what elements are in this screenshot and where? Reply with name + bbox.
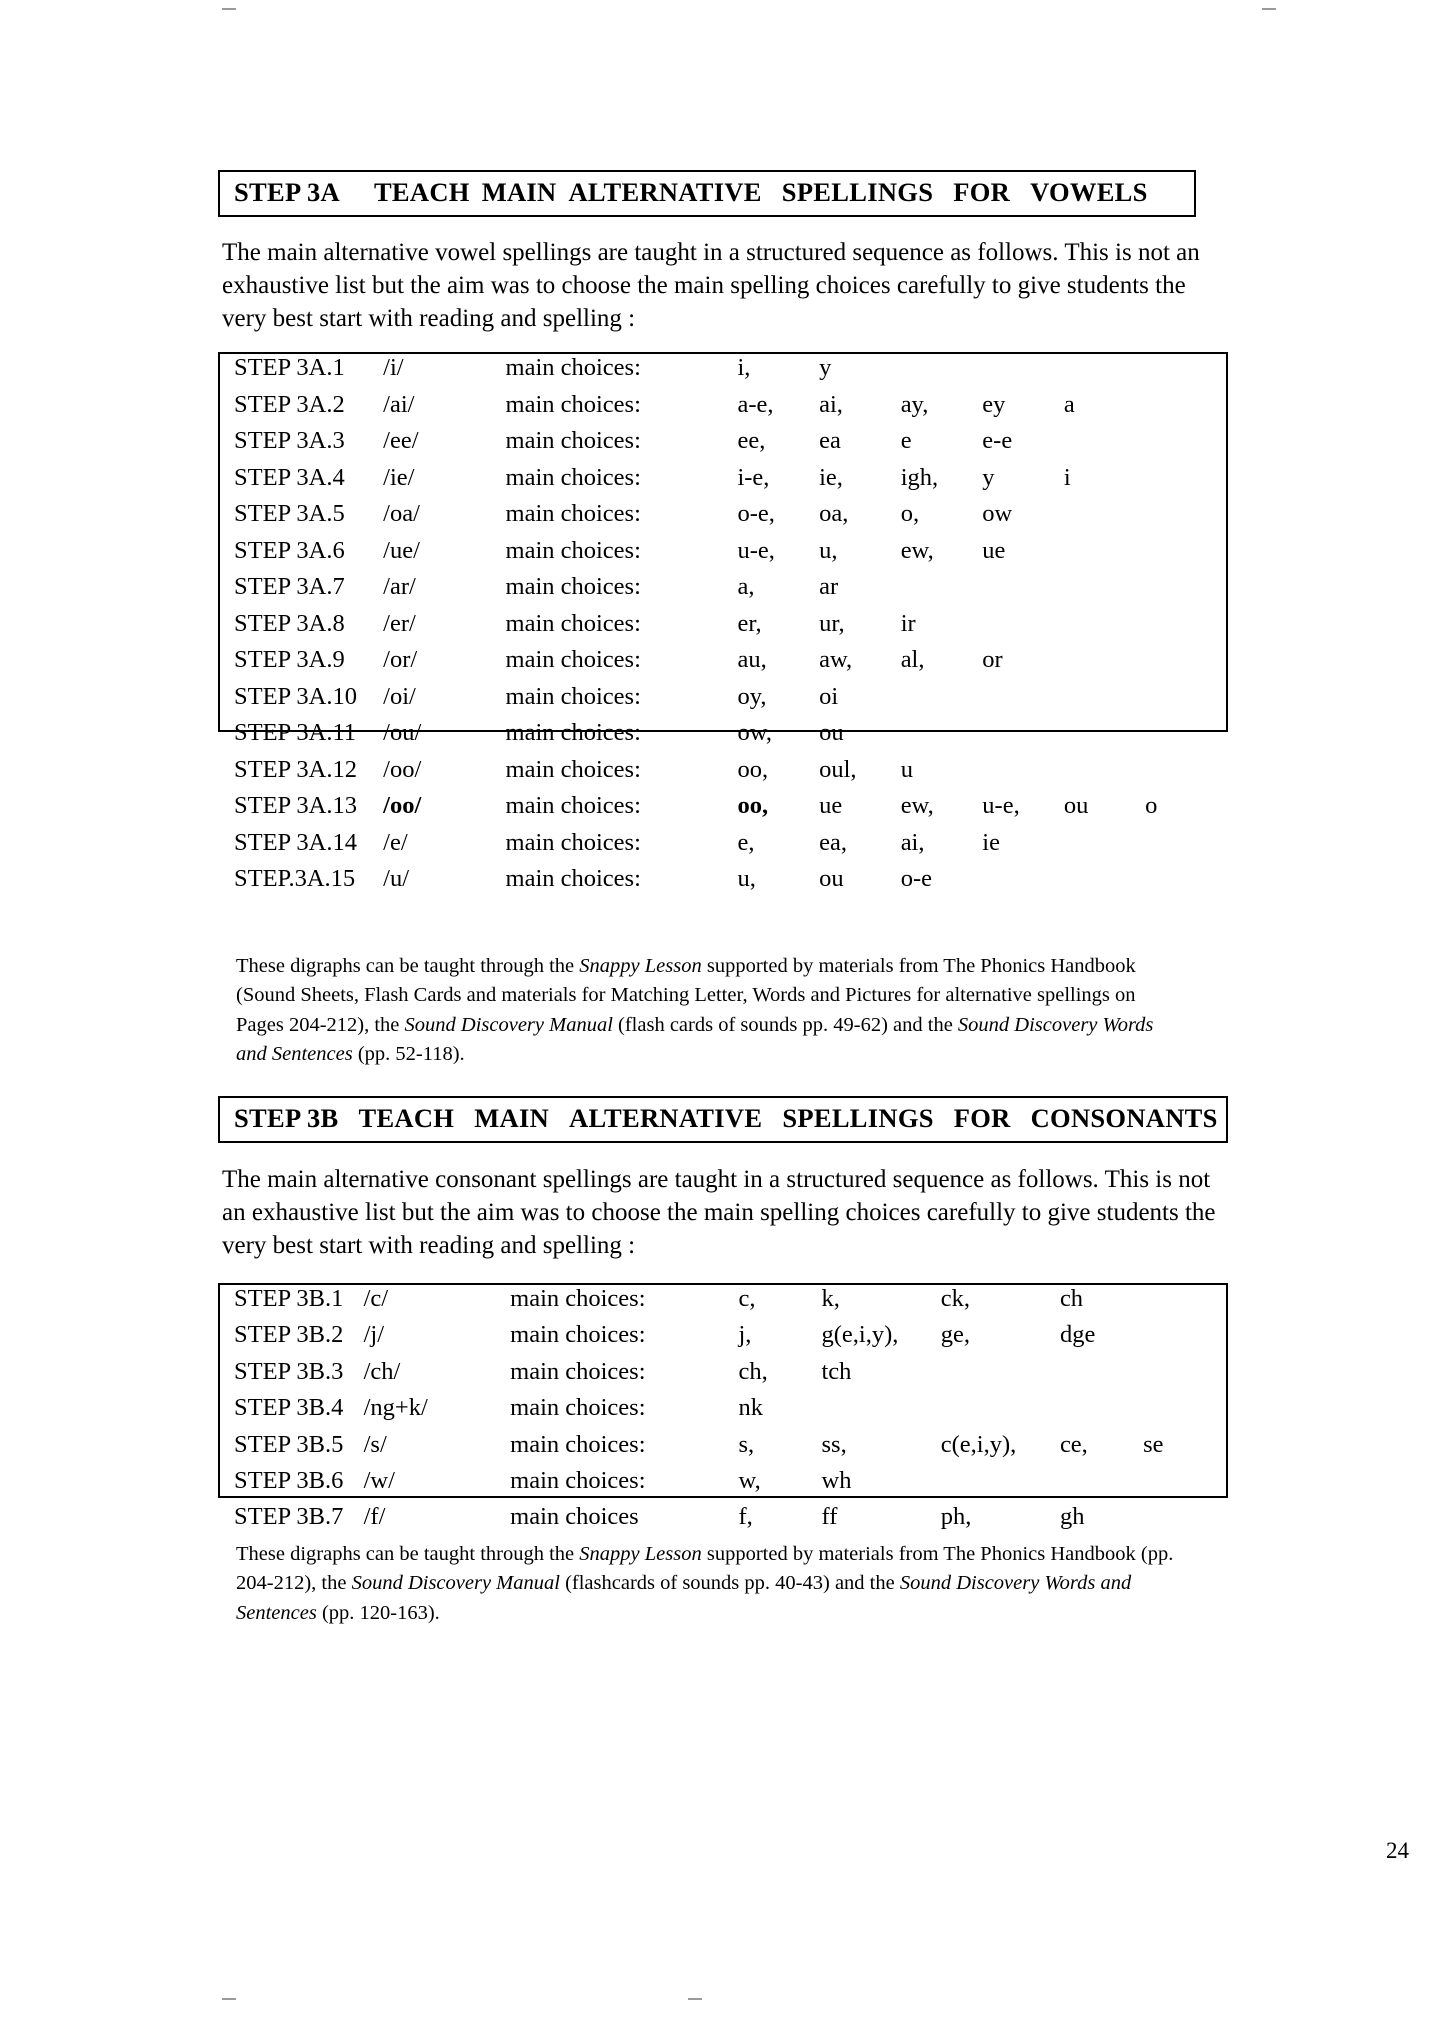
consonant-choice: w, [738, 1466, 761, 1494]
vowel-choices-label: main choices: [505, 354, 641, 381]
vowel-choice: ie [982, 828, 1000, 856]
vowel-choice [1064, 500, 1145, 537]
table-row [220, 1431, 1226, 1467]
vowel-choices-label: main choices: [505, 609, 641, 637]
table-row [220, 1467, 1226, 1503]
vowel-phoneme: /oa/ [383, 500, 420, 527]
vowel-choice: oo, [737, 755, 769, 783]
vowel-choice [1145, 464, 1226, 501]
table-row [220, 1503, 1226, 1539]
scan-edge-mark-bottom-left [222, 1998, 236, 2000]
consonant-choice [1060, 1394, 1143, 1430]
section-3a-title-teach: TEACH [373, 177, 470, 207]
vowel-choice: a-e, [737, 390, 774, 418]
footnote-3b-text-3: (flashcards of sounds pp. 40-43) and the [559, 1572, 900, 1595]
section-3a-title-main: MAIN [481, 177, 557, 207]
vowel-choice: ee, [737, 427, 766, 454]
vowel-choices-label: main choices: [505, 427, 641, 454]
consonant-choice [1060, 1467, 1143, 1503]
vowel-choice [1064, 610, 1145, 647]
vowel-choice [1145, 610, 1226, 647]
vowel-choice: i-e, [737, 463, 770, 491]
vowel-choice [901, 683, 983, 720]
vowel-choice [1145, 391, 1226, 428]
vowel-choice [1145, 500, 1226, 537]
consonant-choice: tch [821, 1357, 852, 1385]
vowel-choice [1145, 756, 1226, 793]
footnote-3a-text-4: (pp. 52-118). [352, 1042, 465, 1065]
footnote-3b-italic-snappy-lesson: Snappy Lesson [579, 1543, 702, 1565]
vowel-phoneme: /ar/ [383, 573, 416, 600]
vowel-phoneme: /ee/ [383, 427, 419, 454]
vowel-choice: ow [982, 500, 1013, 527]
consonant-choice [1143, 1321, 1226, 1357]
consonant-phoneme: /c/ [363, 1285, 389, 1312]
vowel-choice [901, 573, 983, 610]
vowel-choice: a [1063, 390, 1075, 418]
vowel-choice: ur, [819, 609, 845, 637]
section-3b-title-consonants: CONSONANTS [1030, 1103, 1218, 1133]
vowel-choices-label: main choices: [505, 682, 641, 710]
vowel-choice: y [819, 354, 832, 381]
vowel-choice [1145, 573, 1226, 610]
vowel-choice [901, 719, 983, 756]
vowel-choice [982, 756, 1064, 793]
footnote-3b-text-4: (pp. 120-163). [316, 1601, 440, 1624]
section-3b-step-label: STEP 3B [234, 1103, 339, 1133]
vowel-choice: ar [819, 573, 839, 600]
footnote-3a-italic-sound-discovery-manual: Sound Discovery Manual [404, 1013, 613, 1036]
vowel-choice [1064, 354, 1145, 391]
scan-edge-mark-bottom-right [688, 1998, 702, 2000]
consonant-choice: k, [821, 1285, 840, 1312]
consonant-choice: ch [1059, 1285, 1084, 1312]
vowel-choices-label: main choices: [505, 390, 641, 418]
vowel-choice [1064, 537, 1145, 574]
vowel-step-label: STEP 3A.9 [234, 646, 345, 673]
vowel-choice: o-e [900, 865, 932, 892]
vowel-step-label: STEP 3A.8 [234, 609, 345, 637]
section-3a-title-for: FOR [953, 177, 1011, 207]
vowel-choice [1064, 646, 1145, 683]
vowel-step-label: STEP 3A.7 [234, 573, 345, 600]
consonant-choice: nk [738, 1394, 763, 1422]
vowel-choice: oul, [819, 755, 857, 783]
consonant-choice: ge, [940, 1321, 970, 1349]
vowel-choice: au, [737, 646, 767, 673]
vowel-choice: ou [819, 865, 844, 892]
vowel-choice: u-e, [737, 536, 775, 564]
consonant-choice [1060, 1358, 1143, 1394]
vowel-choice [982, 719, 1064, 756]
footnote-3a-text-2: supported by materials from The Phonics Handbook (Sound Sheets, Flash Cards and materials for Matching Letter, Words and Pictures for alternative spellings on Pages 204-212), the [236, 955, 1136, 1036]
scan-edge-mark-top-right [1262, 8, 1276, 10]
vowel-step-label: STEP 3A.4 [234, 463, 345, 491]
vowel-choice: e-e [982, 427, 1013, 454]
section-heading-3a [218, 170, 1196, 217]
vowel-choice: ow, [737, 719, 772, 746]
footnote-3b [236, 1540, 1186, 1628]
intro-paragraph-3a: The main alternative vowel spellings are taught in a structured sequence as follows. This is not an exhaustive list but the aim was to choose the main spelling choices carefully to give students the very best start with reading and spelling : [222, 239, 1200, 332]
vowel-step-label: STEP 3A.10 [234, 682, 357, 710]
vowel-step-label: STEP 3A.14 [234, 828, 357, 856]
vowel-choice [1064, 865, 1145, 902]
consonant-spellings-table [218, 1283, 1228, 1531]
footnote-3b-text-1: These digraphs can be taught through the [236, 1543, 580, 1565]
vowel-choice [982, 610, 1064, 647]
vowel-choice: i, [737, 354, 751, 381]
vowel-choices-label: main choices: [505, 755, 641, 783]
table-row [220, 1321, 1226, 1357]
vowel-step-label: STEP 3A.13 [234, 792, 357, 819]
vowel-choice: ai, [900, 828, 925, 856]
vowel-spellings-table-body [220, 354, 1226, 902]
table-row [220, 719, 1226, 756]
table-row [220, 829, 1226, 866]
section-3b-title-alternative: ALTERNATIVE [569, 1103, 763, 1133]
table-row [220, 1394, 1226, 1430]
consonant-step-label: STEP 3B.6 [234, 1466, 344, 1494]
vowel-choice: o [1145, 792, 1158, 819]
table-row [220, 354, 1226, 391]
consonant-phoneme: /j/ [363, 1321, 385, 1349]
vowel-step-label: STEP 3A.2 [234, 390, 345, 418]
vowel-choice: o, [900, 500, 920, 527]
page-number: 24 [1386, 1838, 1409, 1863]
section-3a-title-spellings: SPELLINGS [781, 177, 934, 207]
vowel-choice: e, [737, 828, 755, 856]
vowel-choice: ir [900, 609, 916, 637]
vowel-choice [1064, 427, 1145, 464]
table-row [220, 756, 1226, 793]
vowel-choice [1145, 646, 1226, 683]
consonant-choice [1143, 1358, 1226, 1394]
vowel-choice: igh, [900, 463, 939, 491]
vowel-choice: er, [737, 609, 762, 637]
vowel-choice: u-e, [982, 792, 1020, 819]
consonant-choice [1143, 1467, 1226, 1503]
consonant-choice: se [1143, 1430, 1164, 1458]
vowel-phoneme: /e/ [383, 828, 408, 856]
vowel-choice: u [900, 755, 913, 783]
table-row [220, 391, 1226, 428]
vowel-choices-label: main choices: [505, 500, 641, 527]
vowel-phoneme: /oo/ [383, 755, 422, 783]
table-row [220, 1358, 1226, 1394]
consonant-step-label: STEP 3B.4 [234, 1394, 344, 1422]
consonant-choices-label: main choices: [510, 1466, 646, 1494]
section-3a-title-alternative: ALTERNATIVE [568, 177, 762, 207]
consonant-phoneme: /w/ [363, 1466, 395, 1494]
consonant-choice: f, [738, 1503, 753, 1531]
vowel-choice [1145, 865, 1226, 902]
consonant-choices-label: main choices: [510, 1321, 646, 1349]
footnote-3a-italic-snappy-lesson: Snappy Lesson [579, 955, 702, 977]
consonant-step-label: STEP 3B.7 [234, 1503, 344, 1531]
vowel-choice: ie, [819, 463, 843, 491]
vowel-phoneme: /ue/ [383, 536, 420, 564]
consonant-phoneme: /ch/ [363, 1357, 401, 1385]
vowel-choices-label: main choices: [505, 536, 641, 564]
consonant-choice: s, [738, 1430, 755, 1458]
consonant-spellings-table-body [220, 1285, 1226, 1540]
vowel-choice: ey [982, 390, 1006, 418]
vowel-choice: u, [737, 865, 756, 892]
consonant-choice: c(e,i,y), [940, 1430, 1017, 1458]
table-row [220, 683, 1226, 720]
table-row [220, 646, 1226, 683]
vowel-choice: ew, [900, 536, 934, 564]
section-3a-step-label: STEP 3A [234, 177, 340, 207]
section-heading-3b [218, 1096, 1228, 1143]
table-row [220, 537, 1226, 574]
vowel-choice: ay, [900, 390, 929, 418]
vowel-choice: ue [819, 792, 843, 819]
consonant-choice [1143, 1394, 1226, 1430]
vowel-phoneme: /er/ [383, 609, 416, 637]
vowel-spellings-table [218, 352, 1228, 892]
vowel-choice: y [982, 463, 995, 491]
vowel-choice: e [900, 427, 912, 454]
vowel-step-label: STEP 3A.5 [234, 500, 345, 527]
vowel-choice: a, [737, 573, 755, 600]
vowel-choice: i [1063, 463, 1071, 491]
vowel-choice [1145, 719, 1226, 756]
vowel-step-label: STEP 3A.11 [234, 719, 357, 746]
vowel-choice [1145, 829, 1226, 866]
consonant-step-label: STEP 3B.5 [234, 1430, 344, 1458]
vowel-choices-label: main choices: [505, 828, 641, 856]
consonant-choice [1143, 1503, 1226, 1539]
consonant-choice: c, [738, 1285, 756, 1312]
footnote-3a-italic-words-and-sentences: Sound Discovery Words and Sentences [236, 1013, 1154, 1065]
consonant-choice: ss, [821, 1430, 847, 1458]
consonant-choices-label: main choices: [510, 1394, 646, 1422]
consonant-choice: j, [738, 1321, 752, 1349]
consonant-choice [1143, 1285, 1226, 1321]
consonant-choice: ce, [1059, 1430, 1088, 1458]
consonant-phoneme: /ng+k/ [363, 1394, 428, 1422]
vowel-choice: oy, [737, 682, 767, 710]
table-row [220, 1285, 1226, 1321]
vowel-phoneme: /ou/ [383, 719, 422, 746]
vowel-choices-label: main choices: [505, 792, 641, 819]
vowel-choice: ew, [900, 792, 934, 819]
vowel-step-label: STEP 3A.1 [234, 354, 345, 381]
scan-edge-mark-top-left [222, 8, 236, 10]
vowel-choices-label: main choices: [505, 719, 641, 746]
vowel-choice: ea [819, 427, 841, 454]
vowel-choice [1064, 719, 1145, 756]
vowel-choice [1145, 683, 1226, 720]
vowel-choice: aw, [819, 646, 853, 673]
consonant-choice: dge [1059, 1321, 1096, 1349]
consonant-choice [941, 1358, 1060, 1394]
vowel-choice [982, 683, 1064, 720]
vowel-choice [1064, 683, 1145, 720]
vowel-choice: al, [900, 646, 925, 673]
consonant-step-label: STEP 3B.2 [234, 1321, 344, 1349]
vowel-choices-label: main choices: [505, 646, 641, 673]
vowel-choice: oi [819, 682, 839, 710]
section-3b-title-teach: TEACH [358, 1103, 455, 1133]
consonant-choice [941, 1467, 1060, 1503]
consonant-choice: wh [821, 1466, 852, 1494]
vowel-choice [982, 354, 1064, 391]
table-row [220, 500, 1226, 537]
vowel-choices-label: main choices: [505, 573, 641, 600]
vowel-phoneme: /ai/ [383, 390, 415, 418]
vowel-step-label: STEP 3A.3 [234, 427, 345, 454]
consonant-phoneme: /f/ [363, 1503, 386, 1531]
consonant-choices-label: main choices: [510, 1430, 646, 1458]
vowel-choice: ue [982, 536, 1006, 564]
vowel-phoneme: /i/ [383, 354, 404, 381]
consonant-phoneme: /s/ [363, 1430, 387, 1458]
footnote-3a [236, 952, 1186, 1069]
consonant-choice: ch, [738, 1357, 768, 1385]
vowel-phoneme: /oi/ [383, 682, 416, 710]
vowel-choice: ou [1063, 792, 1089, 819]
vowel-choice [1145, 354, 1226, 391]
consonant-choice: ck, [940, 1285, 970, 1312]
footnote-3a-text-3: (flash cards of sounds pp. 49-62) and the [612, 1013, 958, 1036]
table-row [220, 610, 1226, 647]
consonant-choice: g(e,i,y), [821, 1321, 899, 1349]
vowel-phoneme: /oo/ [383, 792, 422, 819]
table-row [220, 573, 1226, 610]
table-row [220, 427, 1226, 464]
section-3b-title-for: FOR [953, 1103, 1011, 1133]
consonant-step-label: STEP 3B.3 [234, 1357, 344, 1385]
vowel-choice: oo, [737, 792, 769, 819]
vowel-phoneme: /ie/ [383, 463, 415, 491]
vowel-step-label: STEP.3A.15 [234, 865, 356, 892]
footnote-3b-italic-words-and-sentences: Sound Discovery Words and Sentences [236, 1572, 1132, 1624]
vowel-choice [1064, 573, 1145, 610]
table-row [220, 865, 1226, 902]
vowel-choice [982, 865, 1064, 902]
vowel-choices-label: main choices: [505, 463, 641, 491]
vowel-choice: ai, [819, 390, 843, 418]
footnote-3a-text-1: These digraphs can be taught through the [236, 955, 580, 977]
consonant-choice: gh [1059, 1503, 1085, 1531]
vowel-choice [1064, 756, 1145, 793]
consonant-choices-label: main choices: [510, 1357, 646, 1385]
vowel-choice: oa, [819, 500, 849, 527]
vowel-step-label: STEP 3A.6 [234, 536, 345, 564]
vowel-step-label: STEP 3A.12 [234, 755, 357, 783]
section-3a-title-vowels: VOWELS [1030, 177, 1148, 207]
vowel-choice [901, 354, 983, 391]
vowel-choice: or [982, 646, 1003, 673]
vowel-choice: o-e, [737, 500, 775, 527]
vowel-choice: ea, [819, 828, 847, 856]
vowel-choice [1145, 537, 1226, 574]
consonant-step-label: STEP 3B.1 [234, 1285, 344, 1312]
section-3b-title-main: MAIN [474, 1103, 550, 1133]
vowel-choices-label: main choices: [505, 865, 641, 892]
intro-paragraph-3b: The main alternative consonant spellings are taught in a structured sequence as follows. This is not an exhaustive list but the aim was to choose the main spelling choices carefully to give students the very best start with reading and spelling : [222, 1166, 1216, 1259]
consonant-choice: ff [821, 1503, 838, 1531]
vowel-choice: ou [819, 719, 844, 746]
table-row [220, 464, 1226, 501]
consonant-choices-label: main choices: [510, 1285, 646, 1312]
consonant-choices-label: main choices [510, 1503, 639, 1531]
vowel-choice [1064, 829, 1145, 866]
table-row [220, 792, 1226, 829]
vowel-choice: u, [819, 536, 838, 564]
footnote-3b-italic-sound-discovery-manual: Sound Discovery Manual [351, 1572, 560, 1595]
consonant-choice [822, 1394, 941, 1430]
consonant-choice: ph, [940, 1503, 972, 1531]
consonant-choice [941, 1394, 1060, 1430]
vowel-phoneme: /or/ [383, 646, 418, 673]
vowel-phoneme: /u/ [383, 865, 410, 892]
footnote-3b-text-2: supported by materials from The Phonics Handbook (pp. 204-212), the [236, 1543, 1174, 1595]
section-3b-title-spellings: SPELLINGS [782, 1103, 934, 1133]
vowel-choice [982, 573, 1064, 610]
vowel-choice [1145, 427, 1226, 464]
